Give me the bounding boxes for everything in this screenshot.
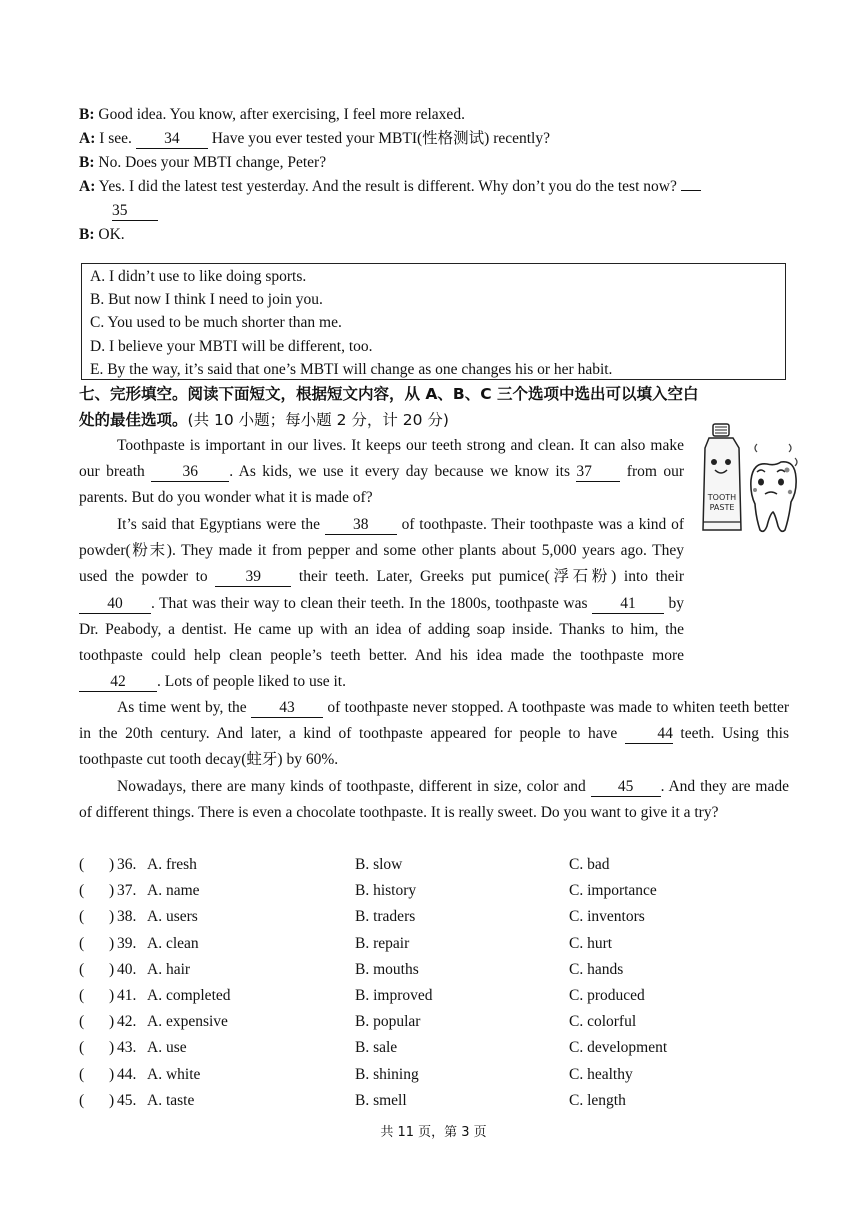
- answer-paren-open[interactable]: (: [79, 960, 85, 978]
- passage-text: As time went by, the: [117, 699, 252, 716]
- speaker: B:: [79, 226, 95, 243]
- blank-42[interactable]: 42: [79, 673, 157, 692]
- speaker: A:: [79, 178, 96, 195]
- dialogue-text: Good idea. You know, after exercising, I feel more relaxed.: [98, 106, 465, 123]
- option-c[interactable]: C. bad: [569, 856, 610, 873]
- option-a[interactable]: A. use: [147, 1039, 187, 1057]
- question-number: 39.: [117, 934, 137, 952]
- svg-text:PASTE: PASTE: [709, 503, 735, 512]
- option-b: B. But now I think I need to join you.: [90, 291, 323, 309]
- option-c[interactable]: C. inventors: [569, 908, 645, 926]
- passage-paragraph-1: [79, 433, 684, 512]
- blank-43[interactable]: 43: [251, 699, 323, 718]
- dialogue-line: [79, 224, 125, 246]
- passage-text: by Dr. Peabody, a dentist. He came up with an idea of adding soap inside. Thanks to him, the toothpaste could help clean people’s teeth better. And his idea made the toothpaste more: [79, 594, 684, 665]
- option-a[interactable]: A. taste: [147, 1091, 195, 1109]
- option-a[interactable]: A. clean: [147, 934, 199, 952]
- speaker: B:: [79, 154, 95, 171]
- option-c[interactable]: C. produced: [569, 987, 645, 1004]
- option-c[interactable]: C. hurt: [569, 934, 613, 952]
- blank-37[interactable]: 37: [576, 463, 620, 482]
- blank-45[interactable]: 45: [591, 778, 661, 797]
- answer-paren-close[interactable]: ): [109, 882, 115, 900]
- dialogue-line: [79, 104, 465, 126]
- page-footer: 共 11 页，第 3 页: [380, 1125, 487, 1140]
- answer-paren-open[interactable]: (: [79, 882, 85, 900]
- question-number: 45.: [117, 1091, 137, 1109]
- option-c[interactable]: C. hands: [569, 960, 624, 978]
- question-row: [79, 1064, 779, 1086]
- option-c[interactable]: C. length: [569, 1091, 626, 1109]
- question-row: [79, 1090, 779, 1112]
- speaker: B:: [79, 106, 95, 123]
- passage-text: . As kids, we use it every day because we know its: [229, 463, 577, 481]
- passage-text: their teeth. Later, Greeks put pumice(浮石粉) into their: [291, 568, 684, 586]
- question-number: 43.: [117, 1039, 137, 1057]
- blank-38[interactable]: 38: [325, 516, 397, 535]
- answer-paren-open[interactable]: (: [79, 934, 85, 952]
- question-row: [79, 906, 779, 928]
- dialogue-text: No. Does your MBTI change, Peter?: [98, 154, 327, 171]
- option-b[interactable]: B. repair: [355, 934, 410, 952]
- answer-paren-open[interactable]: (: [79, 1065, 85, 1083]
- answer-paren-close[interactable]: ): [109, 960, 115, 978]
- answer-paren-close[interactable]: ): [109, 856, 115, 873]
- option-c[interactable]: C. colorful: [569, 1013, 637, 1031]
- option-b[interactable]: B. slow: [355, 856, 403, 873]
- option-a[interactable]: A. users: [147, 908, 198, 926]
- section-scoring: (共 10 小题；每小题 2 分，计 20 分): [187, 411, 449, 429]
- question-number: 44.: [117, 1065, 137, 1083]
- answer-paren-close[interactable]: ): [109, 1065, 115, 1083]
- blank-41[interactable]: 41: [592, 595, 664, 614]
- question-number: 42.: [117, 1013, 137, 1031]
- passage-text: Nowadays, there are many kinds of toothpaste, different in size, color and: [117, 778, 591, 795]
- answer-paren-close[interactable]: ): [109, 908, 115, 926]
- blank-36[interactable]: 36: [151, 463, 229, 482]
- dialogue-text: OK.: [98, 226, 125, 243]
- dialogue-line: [79, 152, 326, 174]
- question-row: [79, 1011, 779, 1033]
- answer-paren-open[interactable]: (: [79, 1013, 85, 1031]
- option-b[interactable]: B. shining: [355, 1065, 419, 1083]
- dialogue-line: [112, 200, 158, 222]
- dialogue-text: Have you ever tested your MBTI(性格测试) recently?: [211, 130, 550, 147]
- options-box: [81, 263, 786, 380]
- answer-paren-close[interactable]: ): [109, 1091, 115, 1109]
- blank-35-start[interactable]: [681, 190, 701, 191]
- question-row: [79, 985, 779, 1007]
- option-c[interactable]: C. importance: [569, 882, 657, 900]
- question-number: 41.: [117, 987, 137, 1004]
- dialogue-line: [79, 176, 701, 198]
- passage-text: of toothpaste. Their toothpaste was a kind of powder(粉末). They made it from pepper and some other plants about 5,000 years ago. They used the powder to: [79, 516, 685, 586]
- option-c: C. You used to be much shorter than me.: [90, 314, 342, 332]
- question-number: 36.: [117, 856, 137, 873]
- blank-44[interactable]: 44: [625, 725, 673, 744]
- answer-paren-open[interactable]: (: [79, 1039, 85, 1057]
- passage-text: . That was their way to clean their teeth. In the 1800s, toothpaste was: [151, 594, 592, 612]
- passage-text: from our parents. But do you wonder what it is made of?: [79, 463, 684, 507]
- option-e: E. By the way, it’s said that one’s MBTI will change as one changes his or her habit.: [90, 360, 613, 378]
- passage-text: teeth. Using this toothpaste cut tooth decay(蛀牙) by 60%.: [79, 725, 789, 769]
- option-a[interactable]: A. white: [147, 1065, 201, 1083]
- option-b[interactable]: B. mouths: [355, 960, 419, 978]
- passage-text: . And they are made of different things. There is even a chocolate toothpaste. It is really sweet. Do you want to give it a try?: [79, 778, 789, 822]
- passage-paragraph-2a: [79, 512, 684, 695]
- question-row: [79, 959, 779, 981]
- passage-text: Toothpaste is important in our lives. It keeps our teeth strong and clean. It can also make our breath: [79, 437, 684, 481]
- option-a[interactable]: A. expensive: [147, 1013, 228, 1031]
- passage-text: . Lots of people liked to use it.: [157, 673, 346, 691]
- answer-paren-open[interactable]: (: [79, 987, 85, 1004]
- dialogue-line: [79, 128, 550, 150]
- blank-34[interactable]: 34: [136, 130, 208, 149]
- answer-paren-open[interactable]: (: [79, 1091, 85, 1109]
- option-b[interactable]: B. sale: [355, 1039, 398, 1057]
- passage-paragraph-3: [79, 695, 789, 774]
- blank-35[interactable]: 35: [112, 202, 158, 221]
- option-a[interactable]: A. fresh: [147, 856, 197, 873]
- option-c[interactable]: C. healthy: [569, 1065, 633, 1083]
- question-row: [79, 1037, 779, 1059]
- tube-label: TOOTH: [707, 493, 737, 502]
- answer-paren-open[interactable]: (: [79, 856, 85, 873]
- blank-39[interactable]: 39: [215, 568, 291, 587]
- toothpaste-tooth-illustration: [695, 418, 800, 540]
- option-a[interactable]: A. completed: [147, 987, 231, 1004]
- question-number: 38.: [117, 908, 137, 926]
- answer-paren-open[interactable]: (: [79, 908, 85, 926]
- passage-text: It’s said that Egyptians were the: [117, 516, 325, 533]
- answer-paren-close[interactable]: ): [109, 1039, 115, 1057]
- question-row: [79, 933, 779, 955]
- option-d: D. I believe your MBTI will be different, too.: [90, 337, 373, 355]
- question-number: 37.: [117, 882, 137, 900]
- section-title-line1: 七、完形填空。阅读下面短文，根据短文内容，从 A、B、C 三个选项中选出可以填入空白: [79, 385, 699, 403]
- passage-text: of toothpaste never stopped. A toothpaste was made to whiten teeth better in the 20th century. And later, a kind of toothpaste appeared for people to have: [79, 699, 789, 743]
- answer-paren-close[interactable]: ): [109, 1013, 115, 1031]
- option-a: A. I didn’t use to like doing sports.: [90, 268, 307, 285]
- option-b[interactable]: B. traders: [355, 908, 416, 926]
- option-b[interactable]: B. popular: [355, 1013, 421, 1031]
- question-row: [79, 854, 779, 876]
- answer-paren-close[interactable]: ): [109, 987, 115, 1004]
- dialogue-text: Yes. I did the latest test yesterday. And the result is different. Why don’t you do the test now?: [98, 178, 681, 195]
- option-b[interactable]: B. history: [355, 882, 417, 900]
- section-heading: [79, 381, 789, 433]
- question-row: [79, 880, 779, 902]
- option-a[interactable]: A. name: [147, 882, 200, 900]
- option-a[interactable]: A. hair: [147, 960, 191, 978]
- option-c[interactable]: C. development: [569, 1039, 668, 1057]
- blank-40[interactable]: 40: [79, 595, 151, 614]
- option-b[interactable]: B. smell: [355, 1091, 407, 1109]
- passage-paragraph-4: [79, 774, 789, 826]
- dialogue-text: I see.: [99, 130, 136, 147]
- speaker: A:: [79, 130, 96, 147]
- option-b[interactable]: B. improved: [355, 987, 433, 1004]
- question-number: 40.: [117, 960, 137, 978]
- answer-paren-close[interactable]: ): [109, 934, 115, 952]
- section-title-line2: 处的最佳选项。: [79, 411, 188, 429]
